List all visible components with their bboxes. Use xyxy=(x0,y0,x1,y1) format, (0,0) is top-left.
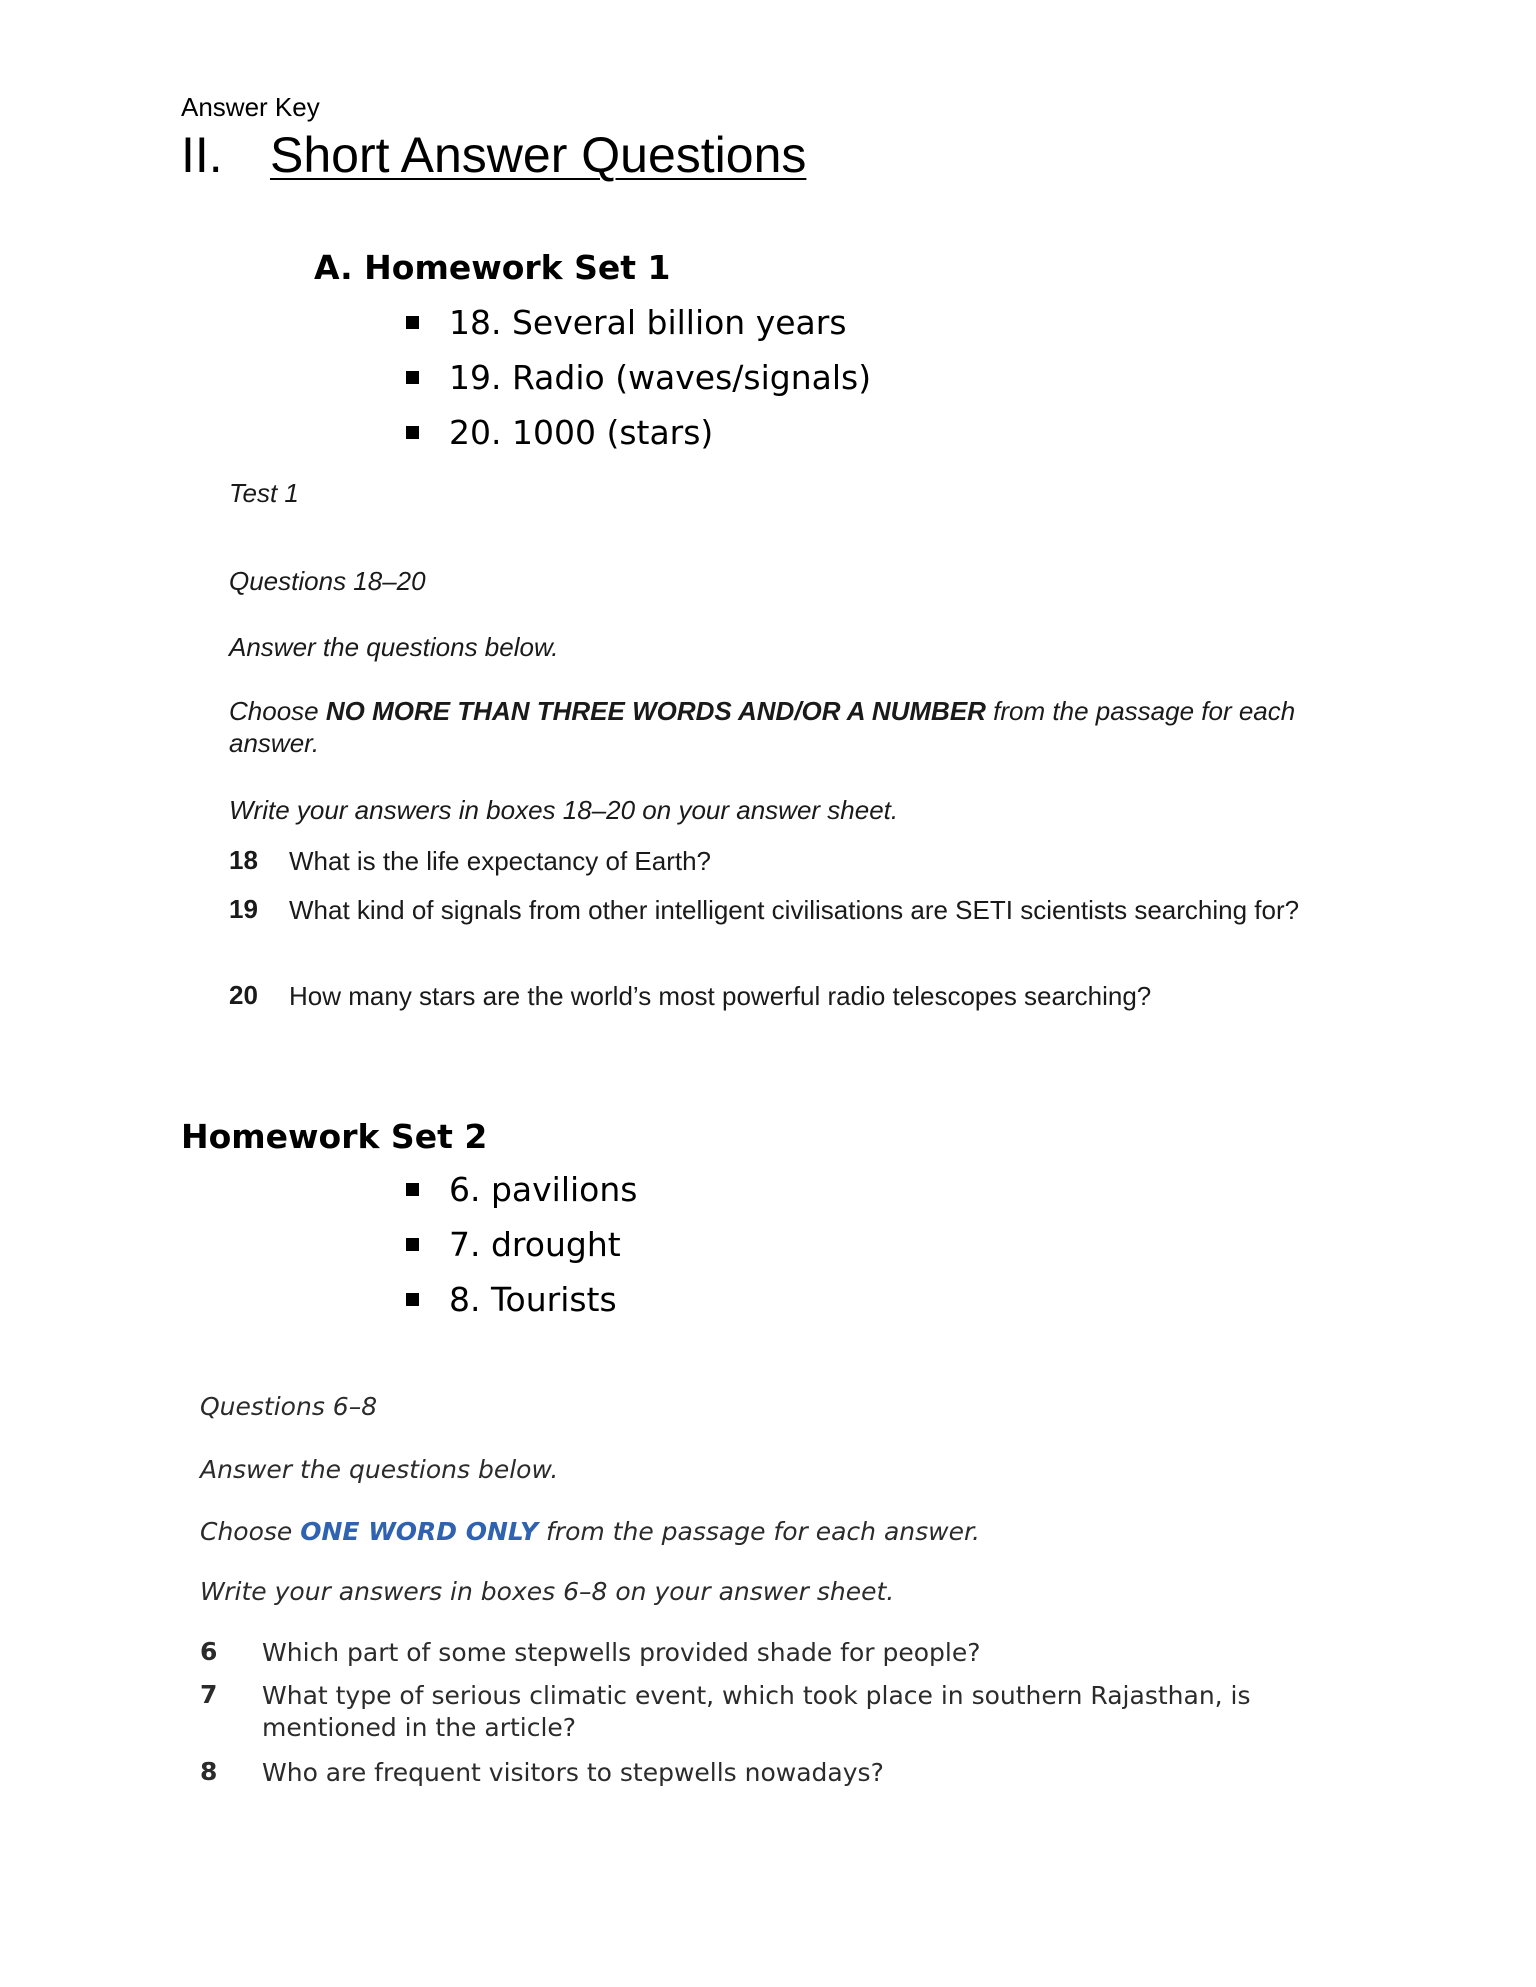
list-item xyxy=(406,295,871,350)
answer-text: 18. Several billion years xyxy=(449,303,847,342)
answer-text: 8. Tourists xyxy=(449,1280,617,1319)
section-title: Short Answer Questions xyxy=(270,127,807,183)
list-item xyxy=(406,350,871,405)
square-bullet-icon xyxy=(406,316,419,329)
question-number: 8 xyxy=(200,1757,218,1786)
list-item xyxy=(406,1272,637,1327)
question-number: 6 xyxy=(200,1637,218,1666)
instruction-text: Choose xyxy=(229,696,326,726)
question-row xyxy=(229,894,1329,926)
instruction: Answer the questions below. xyxy=(229,632,559,662)
question-number: 18 xyxy=(229,845,258,875)
question-row xyxy=(200,1637,1320,1669)
instruction: Write your answers in boxes 6–8 on your answer sheet. xyxy=(200,1577,895,1606)
answer-text: 20. 1000 (stars) xyxy=(449,413,714,452)
square-bullet-icon xyxy=(406,426,419,439)
section-number: II. xyxy=(181,127,223,183)
question-range: Questions 18–20 xyxy=(229,566,426,596)
square-bullet-icon xyxy=(406,1293,419,1306)
list-item xyxy=(406,1162,637,1217)
answer-key-label: Answer Key xyxy=(181,92,320,122)
question-text: Which part of some stepwells provided shade for people? xyxy=(262,1638,981,1667)
instruction-text: from the passage for each answer. xyxy=(229,696,1296,758)
test-label: Test 1 xyxy=(229,478,299,508)
list-item xyxy=(406,1217,637,1272)
question-row xyxy=(200,1680,1320,1744)
homework-set-1-heading: A. Homework Set 1 xyxy=(314,248,671,287)
question-number: 7 xyxy=(200,1680,218,1709)
answer-text: 19. Radio (waves/signals) xyxy=(449,358,872,397)
instruction: Answer the questions below. xyxy=(200,1455,559,1484)
instruction: Write your answers in boxes 18–20 on your answer sheet. xyxy=(229,795,899,825)
question-number: 19 xyxy=(229,894,258,924)
question-text: How many stars are the world’s most powerful radio telescopes searching? xyxy=(289,981,1152,1011)
homework-set-2-answers xyxy=(406,1162,637,1327)
instruction-emphasis: ONE WORD ONLY xyxy=(300,1517,539,1546)
square-bullet-icon xyxy=(406,1238,419,1251)
instruction-emphasis: NO MORE THAN THREE WORDS AND/OR A NUMBER xyxy=(325,696,986,726)
question-row xyxy=(229,980,1329,1012)
square-bullet-icon xyxy=(406,1183,419,1196)
square-bullet-icon xyxy=(406,371,419,384)
question-number: 20 xyxy=(229,980,258,1010)
list-item xyxy=(406,405,871,460)
question-text: What type of serious climatic event, which took place in southern Rajasthan, is mentioned in the article? xyxy=(262,1681,1251,1742)
question-row xyxy=(229,845,1329,877)
instruction-choose xyxy=(200,1517,980,1546)
question-row xyxy=(200,1757,1320,1789)
question-text: What kind of signals from other intelligent civilisations are SETI scientists searching for? xyxy=(289,895,1300,925)
question-range: Questions 6–8 xyxy=(200,1392,378,1421)
instruction-text: Choose xyxy=(200,1517,301,1546)
answer-text: 6. pavilions xyxy=(449,1170,638,1209)
homework-set-2-heading: Homework Set 2 xyxy=(181,1117,488,1156)
question-text: What is the life expectancy of Earth? xyxy=(289,846,711,876)
answer-text: 7. drought xyxy=(449,1225,621,1264)
instruction-choose xyxy=(229,695,1319,759)
question-text: Who are frequent visitors to stepwells nowadays? xyxy=(262,1758,884,1787)
instruction-text: from the passage for each answer. xyxy=(538,1517,980,1546)
homework-set-1-answers xyxy=(406,295,871,460)
